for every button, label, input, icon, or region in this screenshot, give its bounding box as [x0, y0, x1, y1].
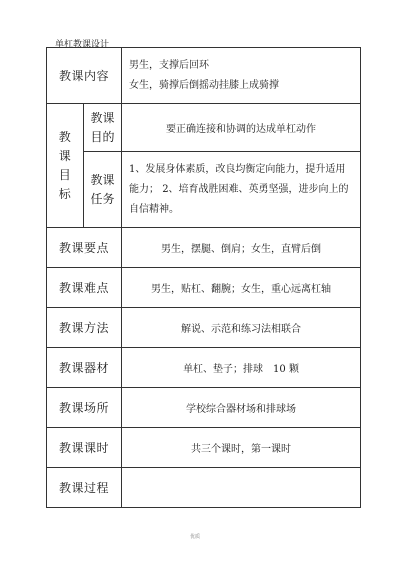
row-venue	[47, 388, 361, 428]
lesson-plan-table	[46, 47, 361, 508]
label-goal-text: 教课目标	[58, 129, 72, 201]
row-keypoints	[47, 228, 361, 268]
row-content	[47, 48, 361, 104]
label-task-text: 教课任务	[90, 172, 115, 206]
row-process	[47, 468, 361, 508]
label-purpose	[84, 104, 122, 152]
row-task	[47, 152, 361, 228]
value-purpose: 要正确连接和协调的达成单杠动作	[122, 104, 361, 152]
label-process: 教课过程	[47, 468, 122, 508]
row-purpose	[47, 104, 361, 152]
value-method: 解说、示范和练习法相联合	[122, 308, 361, 348]
value-equipment: 单杠、垫子；排球 10 颗	[122, 348, 361, 388]
label-task	[84, 152, 122, 228]
value-hours: 共三个课时，第一课时	[122, 428, 361, 468]
value-keypoints: 男生，摆腿、倒肩；女生，直臂后倒	[122, 228, 361, 268]
label-keypoints: 教课要点	[47, 228, 122, 268]
document-title: 单杠教课设计	[55, 40, 110, 50]
page-footer: 优质	[190, 534, 201, 540]
label-hours: 教课课时	[47, 428, 122, 468]
label-method: 教课方法	[47, 308, 122, 348]
value-difficulty: 男生，贴杠、翻腕；女生，重心远离杠轴	[122, 268, 361, 308]
label-goal	[47, 104, 84, 228]
row-equipment	[47, 348, 361, 388]
row-method	[47, 308, 361, 348]
content-line-1: 男生，支撑后回环	[129, 59, 210, 71]
row-hours	[47, 428, 361, 468]
value-task: 1、发展身体素质，改良均衡定向能力，提升适用能力； 2、培育战胜困难、英勇坚强，进步向上的自信精神。	[122, 152, 361, 228]
row-difficulty	[47, 268, 361, 308]
label-purpose-text: 教课目的	[90, 110, 115, 144]
label-difficulty: 教课难点	[47, 268, 122, 308]
label-equipment: 教课器材	[47, 348, 122, 388]
content-line-2: 女生，骑撑后倒摇动挂膝上成骑撑	[129, 79, 280, 91]
label-venue: 教课场所	[47, 388, 122, 428]
value-process	[122, 468, 361, 508]
value-venue: 学校综合器材场和排球场	[122, 388, 361, 428]
label-content: 教课内容	[47, 48, 122, 104]
value-content	[122, 48, 361, 104]
